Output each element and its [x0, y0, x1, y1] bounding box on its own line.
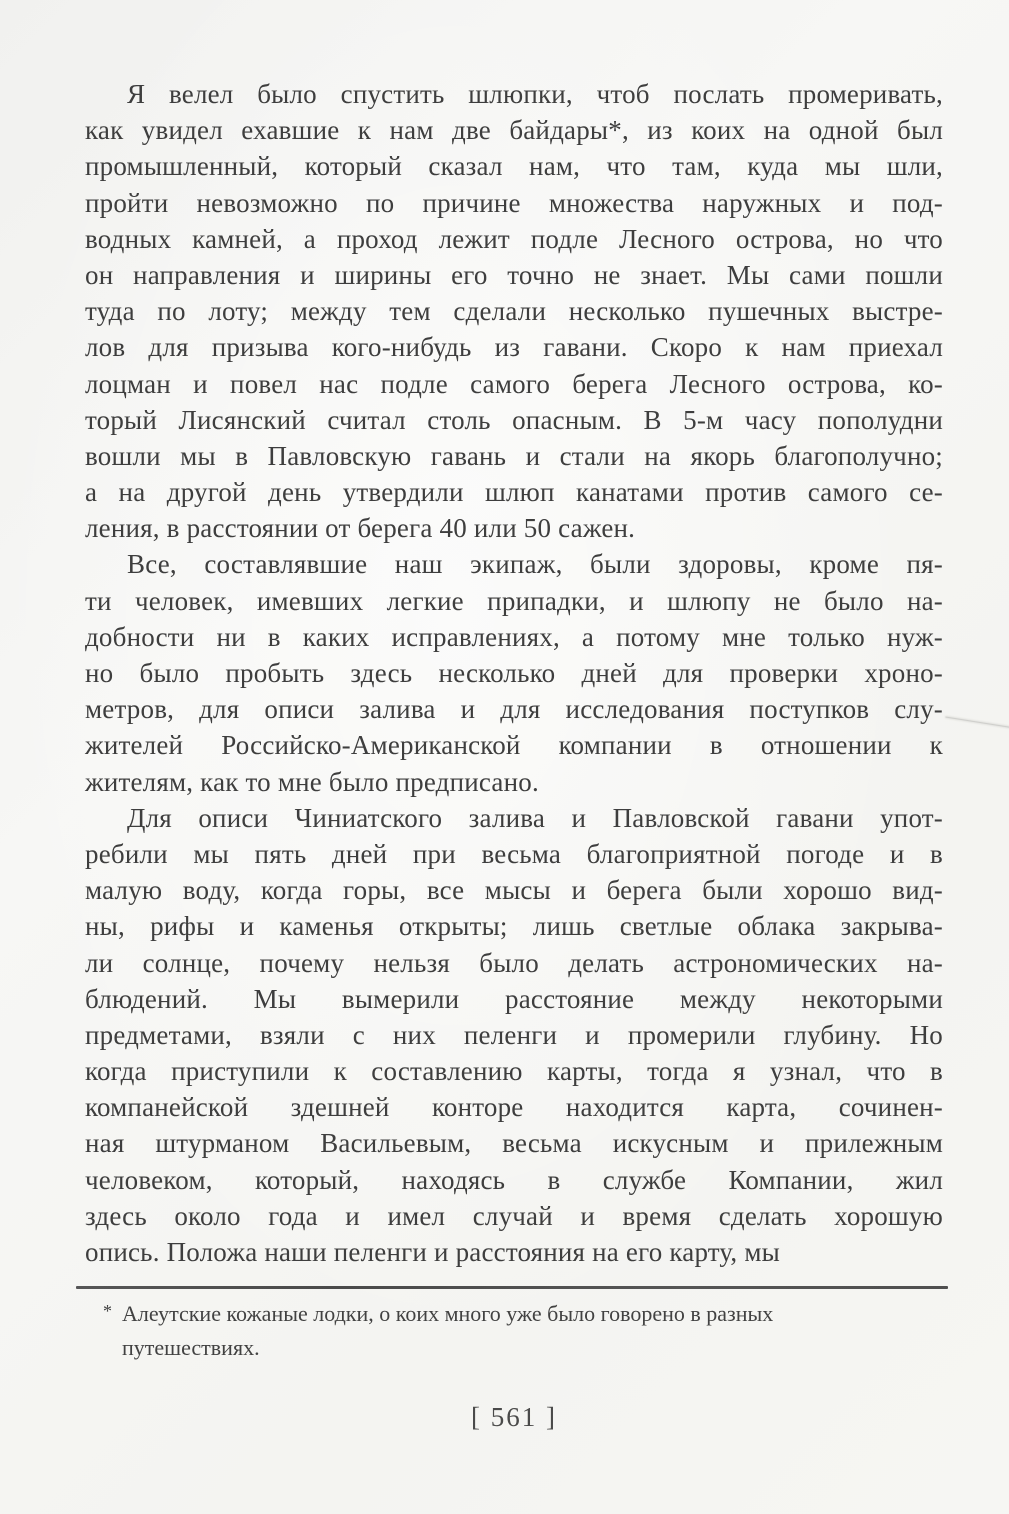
- footnote-line: путешествиях.: [122, 1335, 260, 1360]
- text-line: ны, рифы и каменья открыты; лишь светлые облака закрыва-: [85, 911, 943, 942]
- footnote-separator: [76, 1286, 948, 1289]
- text-line: метров, для описи залива и для исследования поступков слу-: [85, 694, 943, 725]
- text-line: блюдений. Мы вымерили расстояние между некоторыми: [85, 983, 943, 1014]
- text-line: предметами, взяли с них пеленги и промерили глубину. Но: [85, 1019, 943, 1050]
- text-line: человеком, который, находясь в службе Компании, жил: [85, 1164, 943, 1195]
- text-line: малую воду, когда горы, все мысы и берега были хорошо вид-: [85, 875, 943, 906]
- scan-crease-artifact: [945, 717, 1009, 729]
- footnote-marker: *: [103, 1301, 112, 1321]
- text-line: вошли мы в Павловскую гавань и стали на якорь благополучно;: [85, 440, 943, 471]
- text-line: опись. Положа наши пеленги и расстояния на его карту, мы: [85, 1237, 780, 1267]
- text-line: но было пробыть здесь несколько дней для проверки хроно-: [85, 658, 943, 688]
- text-line: лов для призыва кого-нибудь из гавани. Скоро к нам приехал: [85, 332, 943, 363]
- text-line: ления, в расстоянии от берега 40 или 50 сажен.: [85, 513, 636, 544]
- text-line: добности ни в каких исправлениях, а потому мне только нуж-: [85, 621, 943, 652]
- text-line: промышленный, который сказал нам, что там, куда мы шли,: [85, 151, 943, 182]
- paragraph: [85, 546, 943, 799]
- text-line: он направления и ширины его точно не знает. Мы сами пошли: [85, 259, 943, 290]
- text-line: как увидел ехавшие к нам две байдары*, из коих на одной был: [85, 115, 943, 146]
- text-line: пройти невозможно по причине множества наружных и под-: [85, 187, 943, 218]
- page-number: [ 561 ]: [471, 1402, 557, 1432]
- text-line: когда приступили к составлению карты, тогда я узнал, что в: [85, 1056, 943, 1087]
- text-line: жителям, как то мне было предписано.: [85, 766, 539, 797]
- text-line: ребили мы пять дней при весьма благоприятной погоде и в: [85, 838, 943, 869]
- paragraph: [85, 800, 943, 1270]
- main-text-block: [85, 76, 943, 1270]
- text-line: водных камней, а проход лежит подле Лесного острова, но что: [85, 223, 943, 254]
- text-line: компанейской здешней конторе находится карта, сочинен-: [85, 1092, 943, 1123]
- text-line: туда по лоту; между тем сделали несколько пушечных выстре-: [85, 296, 943, 327]
- footnote: [103, 1297, 943, 1365]
- text-line: а на другой день утвердили шлюп канатами против самого се-: [85, 477, 943, 508]
- footnote-line: Алеутские кожаные лодки, о коих много уже было говорено в разных: [122, 1301, 774, 1326]
- paragraph: [85, 76, 943, 546]
- text-line: ная штурманом Васильевым, весьма искусным и прилежным: [85, 1128, 943, 1159]
- text-line: ли солнце, почему нельзя было делать астрономических на-: [85, 947, 943, 978]
- text-line: жителей Российско-Американской компании в отношении к: [85, 730, 943, 761]
- text-line: Я велел было спустить шлюпки, чтоб послать промеривать,: [127, 79, 943, 109]
- text-line: здесь около года и имел случай и время сделать хорошую: [85, 1200, 943, 1231]
- text-line: ти человек, имевших легкие припадки, и шлюпу не было на-: [85, 585, 943, 616]
- text-line: Все, составлявшие наш экипаж, были здоровы, кроме пя-: [127, 549, 943, 580]
- text-line: торый Лисянский считал столь опасным. В 5-м часу пополудни: [85, 404, 943, 435]
- text-line: лоцман и повел нас подле самого берега Лесного острова, ко-: [85, 368, 943, 399]
- text-line: Для описи Чиниатского залива и Павловской гавани упот-: [127, 802, 943, 833]
